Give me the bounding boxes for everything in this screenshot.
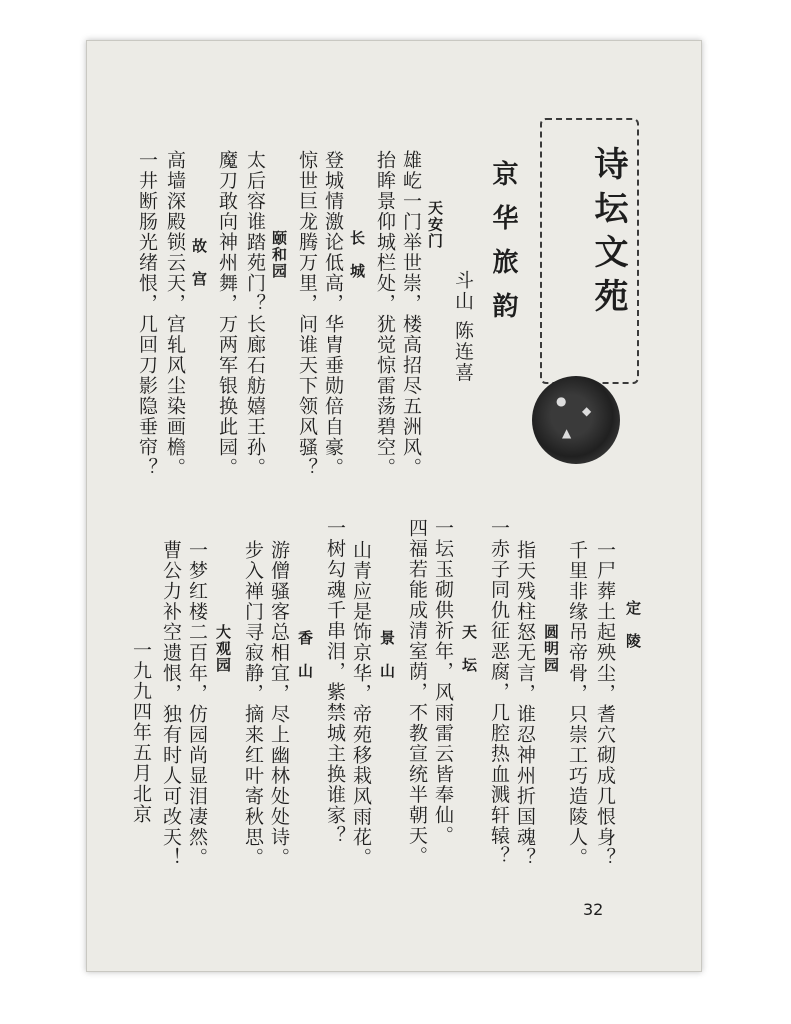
- poem-title: 京华旅韵: [488, 160, 518, 336]
- poem-line: 步入禅门寻寂静，摘来红叶寄秋思。: [242, 540, 264, 868]
- poem-title-jingshan: 景 山: [378, 630, 396, 680]
- poem-title-xiangshan: 香 山: [296, 630, 314, 680]
- date-line: 一九九四年五月北京: [130, 640, 152, 825]
- column-title: 诗坛文苑: [588, 146, 628, 322]
- poem-line: 雄屹一门举世崇，楼高招尽五洲风。: [400, 150, 422, 478]
- poem-line: 曹公力补空遗恨，独有时人可改天！: [160, 540, 182, 868]
- poem-line: 太后容谁踏苑门？长廊石舫嬉王孙。: [244, 150, 266, 478]
- poem-line: 高墙深殿锁云天，宫轧风尘染画檐。: [164, 150, 186, 478]
- poem-line: 魔刀敢向神州舞，万两军银换此园。: [216, 150, 238, 478]
- poem-line: 山青应是饰京华，帝苑移栽风雨花。: [350, 540, 372, 868]
- poem-title-tiananmen: 天安门: [426, 200, 444, 250]
- poem-line: 登城情激论低高，华胄垂勋倍自豪。: [322, 150, 344, 478]
- poem-title-daguanyuan: 大观园: [214, 624, 232, 674]
- poem-line: 一梦红楼二百年，仿园尚显泪凄然。: [186, 540, 208, 868]
- poem-line: 四福若能成清室荫，不教宣统半朝天。: [406, 518, 428, 867]
- poem-title-gugong: 故 宫: [190, 238, 208, 288]
- poem-title-yiheyuan: 颐和园: [270, 230, 288, 280]
- poem-line: 一坛玉砌供祈年，风雨雷云皆奉仙。: [432, 518, 454, 846]
- page-number: 32: [583, 900, 604, 919]
- poem-line: 千里非缘吊帝骨，只崇工巧造陵人。: [566, 540, 588, 868]
- poem-title-tiantan: 天 坛: [460, 624, 478, 674]
- poem-line: 游僧骚客总相宜，尽上幽林处处诗。: [268, 540, 290, 868]
- bleed-through-text: [112, 120, 134, 139]
- poem-line: 一赤子同仇征恶腐，几腔热血溅轩辕？: [488, 518, 510, 867]
- seal-stamp-icon: ● ◆ ▲: [532, 376, 620, 464]
- poem-title-yuanmingyuan: 圆明园: [542, 624, 560, 674]
- poem-line: 抬眸景仰城栏处，犹觉惊雷荡碧空。: [374, 150, 396, 478]
- poem-line: 一井断肠光绪恨，几回刀影隐垂帘？: [136, 150, 158, 478]
- column-title-box: [540, 118, 639, 384]
- poem-author: 斗山 陈连喜: [452, 270, 474, 384]
- poem-title-changcheng: 长 城: [348, 230, 366, 280]
- poem-line: 一树勾魂千串泪，紫禁城主换谁家？: [324, 518, 346, 846]
- poem-title-dingling: 定 陵: [624, 600, 642, 650]
- poem-line: 一尸葬土起殃尘，耆穴砌成几恨身？: [594, 540, 616, 868]
- poem-line: 指天残柱怒无言，谁忍神州折国魂？: [514, 540, 536, 868]
- poem-line: 惊世巨龙腾万里，问谁天下领风骚？: [296, 150, 318, 478]
